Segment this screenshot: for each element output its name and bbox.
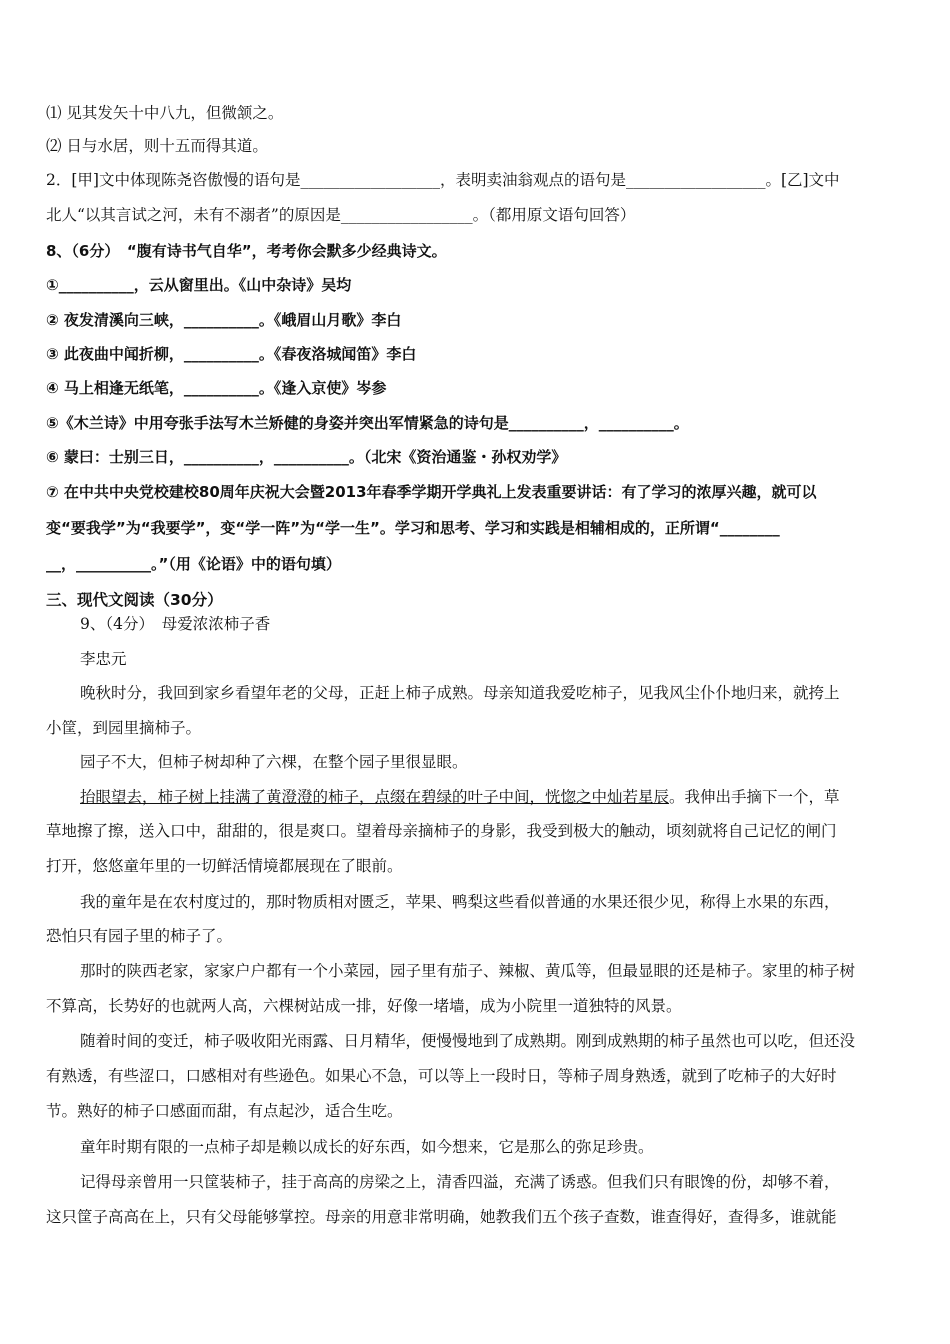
paragraph-line: 我的童年是在农村度过的，那时物质相对匮乏，苹果、鸭梨这些看似普通的水果还很少见，称得上水果的东西， [80,893,840,911]
paragraph-line: 晚秋时分，我回到家乡看望年老的父母，正赶上柿子成熟。母亲知道我爱吃柿子，见我风尘仆仆地归来，就挎上 [80,684,840,702]
poetry-item: ② 夜发清溪向三峡，__________。《峨眉山月歌》李白 [46,311,402,329]
paragraph-line: 抬眼望去，柿子树上挂满了黄澄澄的柿子，点缀在碧绿的叶子中间，恍惚之中灿若星辰。我伸出手摘下一个，草 [80,788,840,806]
section-heading: 三、现代文阅读（30分） [46,591,223,609]
article-author: 李忠元 [80,650,127,668]
paragraph-line: 打开，悠悠童年里的一切鲜活情境都展现在了眼前。 [46,857,403,875]
poetry-item: ①__________，云从窗里出。《山中杂诗》吴均 [46,276,352,294]
poetry-item: ⑦ 在中共中央党校建校80周年庆祝大会暨2013年春季学期开学典礼上发表重要讲话：有了学习的浓厚兴趣，就可以 [46,483,817,501]
paragraph-line: 有熟透，有些涩口，口感相对有些逊色。如果心不急，可以等上一段时日，等柿子周身熟透，就到了吃柿子的大好时 [46,1067,837,1085]
paragraph-line: 节。熟好的柿子口感面而甜，有点起沙，适合生吃。 [46,1102,403,1120]
text-line: ⑵ 日与水居，则十五而得其道。 [46,137,268,155]
paragraph-line: 小筐，到园里摘柿子。 [46,719,202,737]
paragraph-line: 记得母亲曾用一只筐装柿子，挂于高高的房梁之上，清香四溢，充满了诱惑。但我们只有眼馋的份，却够不着， [80,1173,840,1191]
question-header: 8、（6分） “腹有诗书气自华”，考考你会默多少经典诗文。 [46,242,447,260]
poetry-item: ⑥ 蒙曰：士别三日，__________，__________。（北宋《资治通鉴・孙权劝学》 [46,448,567,466]
poetry-item: ⑤《木兰诗》中用夸张手法写木兰矫健的身姿并突出军情紧急的诗句是__________，__________。 [46,414,689,432]
paragraph-line: 那时的陕西老家，家家户户都有一个小菜园，园子里有茄子、辣椒、黄瓜等，但最显眼的还是柿子。家里的柿子树 [80,962,856,980]
paragraph-line: 恐怕只有园子里的柿子了。 [46,927,233,945]
paragraph-line: 草地擦了擦，送入口中，甜甜的，很是爽口。望着母亲摘柿子的身影，我受到极大的触动，顷刻就将自己记忆的闸门 [46,822,837,840]
underlined-sentence: 抬眼望去，柿子树上挂满了黄澄澄的柿子，点缀在碧绿的叶子中间，恍惚之中灿若星辰 [80,788,670,806]
article-title: 9、（4分） 母爱浓浓柿子香 [80,615,271,633]
poetry-item: ③ 此夜曲中闻折柳，__________。《春夜洛城闻笛》李白 [46,345,417,363]
poetry-item: __，__________。”（用《论语》中的语句填） [46,555,341,573]
question-line: 北人“以其言试之河，未有不溺者”的原因是_________________。（都用原文语句回答） [46,206,636,224]
paragraph-line: 这只筐子高高在上，只有父母能够掌控。母亲的用意非常明确，她教我们五个孩子查数，谁查得好，查得多，谁就能 [46,1208,837,1226]
paragraph-line: 随着时间的变迁，柿子吸收阳光雨露、日月精华，便慢慢地到了成熟期。刚到成熟期的柿子虽然也可以吃，但还没 [80,1032,856,1050]
text-line: ⑴ 见其发矢十中八九，但微颔之。 [46,104,284,122]
poetry-item: ④ 马上相逢无纸笔，__________。《逢入京使》岑参 [46,379,387,397]
paragraph-line: 不算高，长势好的也就两人高，六棵树站成一排，好像一堵墙，成为小院里一道独特的风景。 [46,997,682,1015]
paragraph-line: 童年时期有限的一点柿子却是赖以成长的好东西，如今想来，它是那么的弥足珍贵。 [80,1138,654,1156]
paragraph-line: 园子不大，但柿子树却种了六棵，在整个园子里很显眼。 [80,753,468,771]
question-line: 2．[甲]文中体现陈尧咨傲慢的语句是__________________，表明卖油翁观点的语句是__________________。[乙]文中 [46,171,840,189]
poetry-item: 变“要我学”为“我要学”，变“学一阵”为“学一生”。学习和思考、学习和实践是相辅相成的，正所谓“________ [46,519,780,537]
